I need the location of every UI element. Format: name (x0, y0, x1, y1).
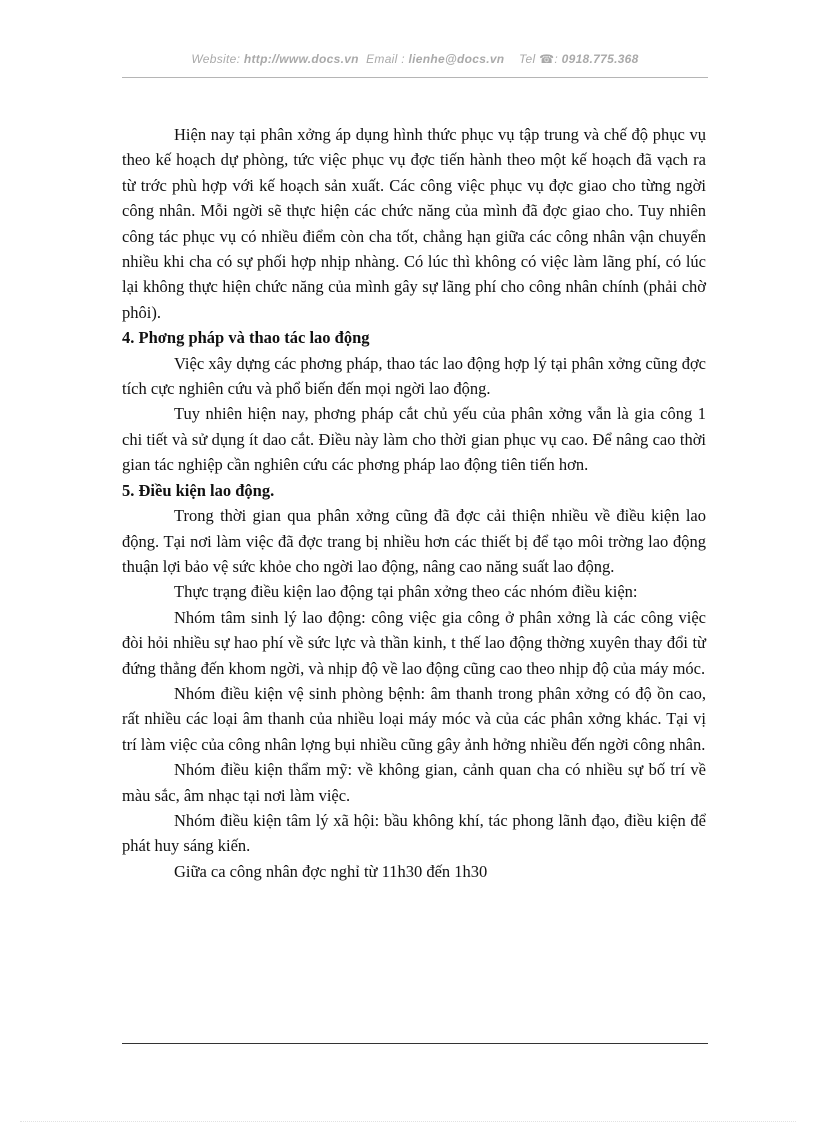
email-link[interactable]: lienhe@docs.vn (408, 52, 505, 66)
website-link[interactable]: http://www.docs.vn (243, 52, 359, 66)
section-heading-5: 5. Điều kiện lao động. (122, 480, 275, 500)
paragraph: Tuy nhiên hiện nay, phơng pháp cắt chủ yếu của phân xởng vẫn là gia công 1 chi tiết và sử dụng ít dao cắt. Điều này làm cho thời gian phục vụ cao. Để nâng cao thời gian tác nghiệp cần nghiên cứu các phơng pháp lao động tiên tiến hơn. (122, 404, 706, 475)
footer-divider (122, 1043, 708, 1044)
phone-number: 0918.775.368 (561, 52, 639, 66)
paragraph: Nhóm tâm sinh lý lao động: công việc gia công ở phân xởng là các công việc đòi hỏi nhiều sự hao phí về sức lực và thần kinh, t thế lao động thờng xuyên thay đổi từ đứng thẳng đến khom ngời, và nhịp độ về lao động cũng cao theo nhịp độ của máy móc. (122, 607, 706, 678)
paragraph: Thực trạng điều kiện lao động tại phân xởng theo các nhóm điều kiện: (174, 582, 638, 602)
paragraph: Trong thời gian qua phân xởng cũng đã đợc cải thiện nhiều về điều kiện lao động. Tại nơi làm việc đã đợc trang bị nhiều hơn các thiết bị để tạo môi trờng lao động thuận lợi bảo vệ sức khỏe cho ngời lao động, nâng cao năng suất lao động. (122, 506, 706, 576)
website-label: Website: (191, 52, 241, 66)
document-body (122, 122, 706, 884)
email-label: Email : (366, 52, 405, 66)
paragraph: Nhóm điều kiện vệ sinh phòng bệnh: âm thanh trong phân xởng có độ ồn cao, rất nhiều các loại âm thanh của nhiều loại máy móc và của các phân xởng khác. Tại vị trí làm việc của công nhân lợng bụi nhiều cũng gây ảnh hởng nhiều đến ngời công nhân. (122, 683, 706, 754)
section-heading-4: 4. Phơng pháp và thao tác lao động (122, 328, 370, 348)
paragraph: Nhóm điều kiện thẩm mỹ: về không gian, cảnh quan cha có nhiều sự bố trí về màu sắc, âm nhạc tại nơi làm việc. (122, 760, 706, 805)
paragraph: Giữa ca công nhân đợc nghỉ từ 11h30 đến 1h30 (174, 861, 488, 881)
paragraph: Việc xây dựng các phơng pháp, thao tác lao động hợp lý tại phân xởng cũng đợc tích cực nghiên cứu và phổ biến đến mọi ngời lao động. (122, 353, 706, 399)
page-header (122, 52, 708, 66)
phone-label: Tel ☎: (519, 52, 558, 66)
paragraph: Hiện nay tại phân xởng áp dụng hình thức phục vụ tập trung và chế độ phục vụ theo kế hoạch dự phòng, tức việc phục vụ đợc tiến hành theo một kế hoạch đã vạch ra từ trớc phù hợp với kế hoạch sản xuất. Các công việc phục vụ đợc giao cho từng ngời công nhân. Mỗi ngời sẽ thực hiện các chức năng của mình đã đợc giao cho. Tuy nhiên công tác phục vụ có nhiều điểm còn cha tốt, chẳng hạn giữa các công nhân vận chuyển nhiều khi cha có sự phối hợp nhịp nhàng. Có lúc thì không có việc làm lãng phí, có lúc lại không thực hiện chức năng của mình gây sự lãng phí cho công nhân chính (phải chờ phôi). (122, 125, 706, 322)
page-bottom-border (20, 1121, 796, 1122)
header-divider (122, 77, 708, 78)
paragraph: Nhóm điều kiện tâm lý xã hội: bầu không khí, tác phong lãnh đạo, điều kiện để phát huy sáng kiến. (122, 810, 706, 856)
